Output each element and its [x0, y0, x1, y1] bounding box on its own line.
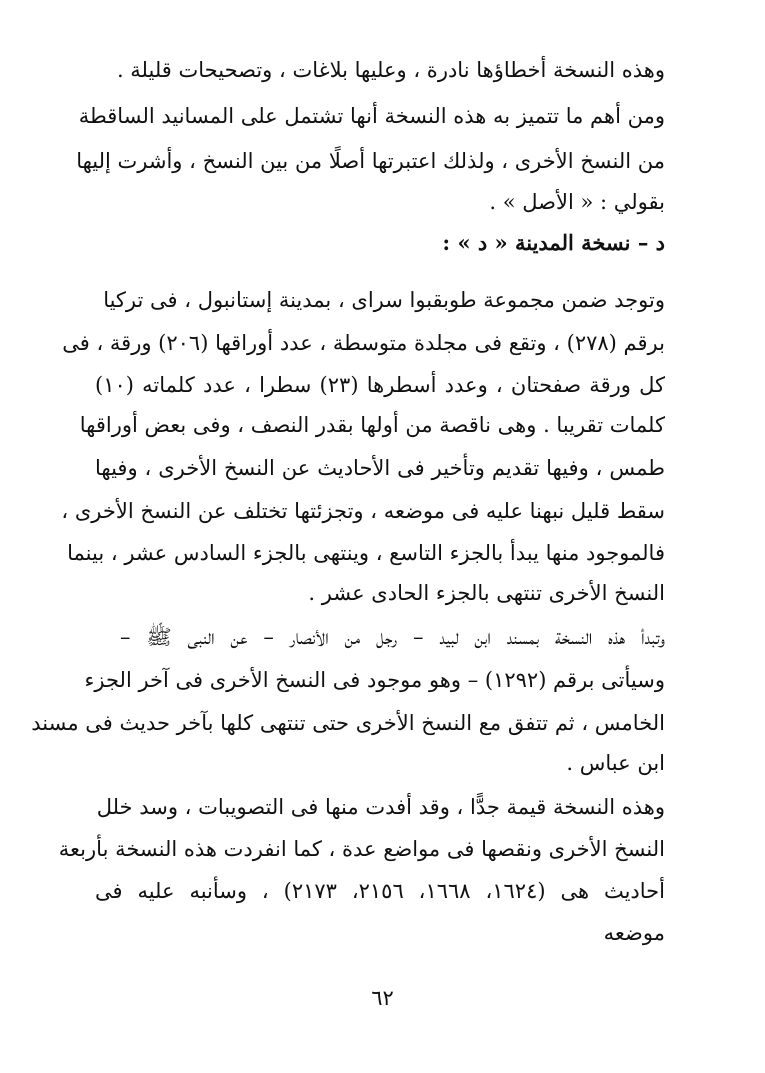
paragraph-4-line-4: ابن عباس . [566, 751, 665, 775]
paragraph-5-line-1: وهذه النسخة قيمة جدًّا ، وقد أفدت منها فى التصويبات ، وسد خلل [96, 795, 665, 819]
paragraph-5-line-3: أحاديث هى (١٦٢٤، ١٦٦٨، ٢١٥٦، ٢١٧٣) ، وسأنبه عليه فى [95, 879, 665, 903]
paragraph-3-line-2: برقم (٢٧٨) ، وتقع فى مجلدة متوسطة ، عدد أوراقها (٢٠٦) ورقة ، فى [62, 331, 665, 355]
paragraph-5-line-2: النسخ الأخرى ونقصها فى مواضع عدة ، كما انفردت هذه النسخة بأربعة [58, 837, 665, 861]
paragraph-4-line-2: وسيأتى برقم (١٢٩٢) – وهو موجود فى النسخ الأخرى فى آخر الجزء [84, 668, 665, 692]
paragraph-3-line-3: كل ورقة صفحتان ، وعدد أسطرها (٢٣) سطرا ، عدد كلماته (١٠) [95, 373, 666, 397]
paragraph-2-line-2: من النسخ الأخرى ، ولذلك اعتبرتها أصلًا من بين النسخ ، وأشرت إليها [76, 149, 665, 173]
paragraph-5-line-4: موضعه [603, 921, 665, 945]
paragraph-3-line-7: فالموجود منها يبدأ بالجزء التاسع ، وينتهى بالجزء السادس عشر ، بينما [67, 541, 665, 565]
paragraph-3-line-5: طمس ، وفيها تقديم وتأخير فى الأحاديث عن النسخ الأخرى ، وفيها [95, 456, 665, 480]
section-heading: د – نسخة المدينة « د » : [442, 230, 665, 255]
paragraph-4-line-3: الخامس ، ثم تتفق مع النسخ الأخرى حتى تنتهى كلها بآخر حديث فى مسند [31, 711, 665, 735]
paragraph-1-line-1: وهذه النسخة أخطاؤها نادرة ، وعليها بلاغات ، وتصحيحات قليلة . [116, 58, 665, 82]
paragraph-3-line-4: كلمات تقريبا . وهى ناقصة من أولها بقدر النصف ، وفى بعض أوراقها [79, 413, 665, 437]
paragraph-2-line-1: ومن أهم ما تتميز به هذه النسخة أنها تشتمل على المسانيد الساقطة [78, 104, 665, 128]
page-number: ٦٢ [371, 986, 394, 1010]
paragraph-2-line-3: بقولي : « الأصل » . [489, 190, 665, 214]
paragraph-3-line-1: وتوجد ضمن مجموعة طوبقبوا سراى ، بمدينة إستانبول ، فى تركيا [103, 288, 665, 312]
paragraph-3-line-8: النسخ الأخرى تنتهى بالجزء الحادى عشر . [308, 581, 665, 605]
paragraph-3-line-6: سقط قليل نبهنا عليه فى موضعه ، وتجزئتها تختلف عن النسخ الأخرى ، [61, 499, 665, 523]
paragraph-4-line-1: وتبدأ هذه النسخة بمسند ابن لبيد – رجل من الأنصار – عن النبى ﷺ – [120, 625, 665, 649]
